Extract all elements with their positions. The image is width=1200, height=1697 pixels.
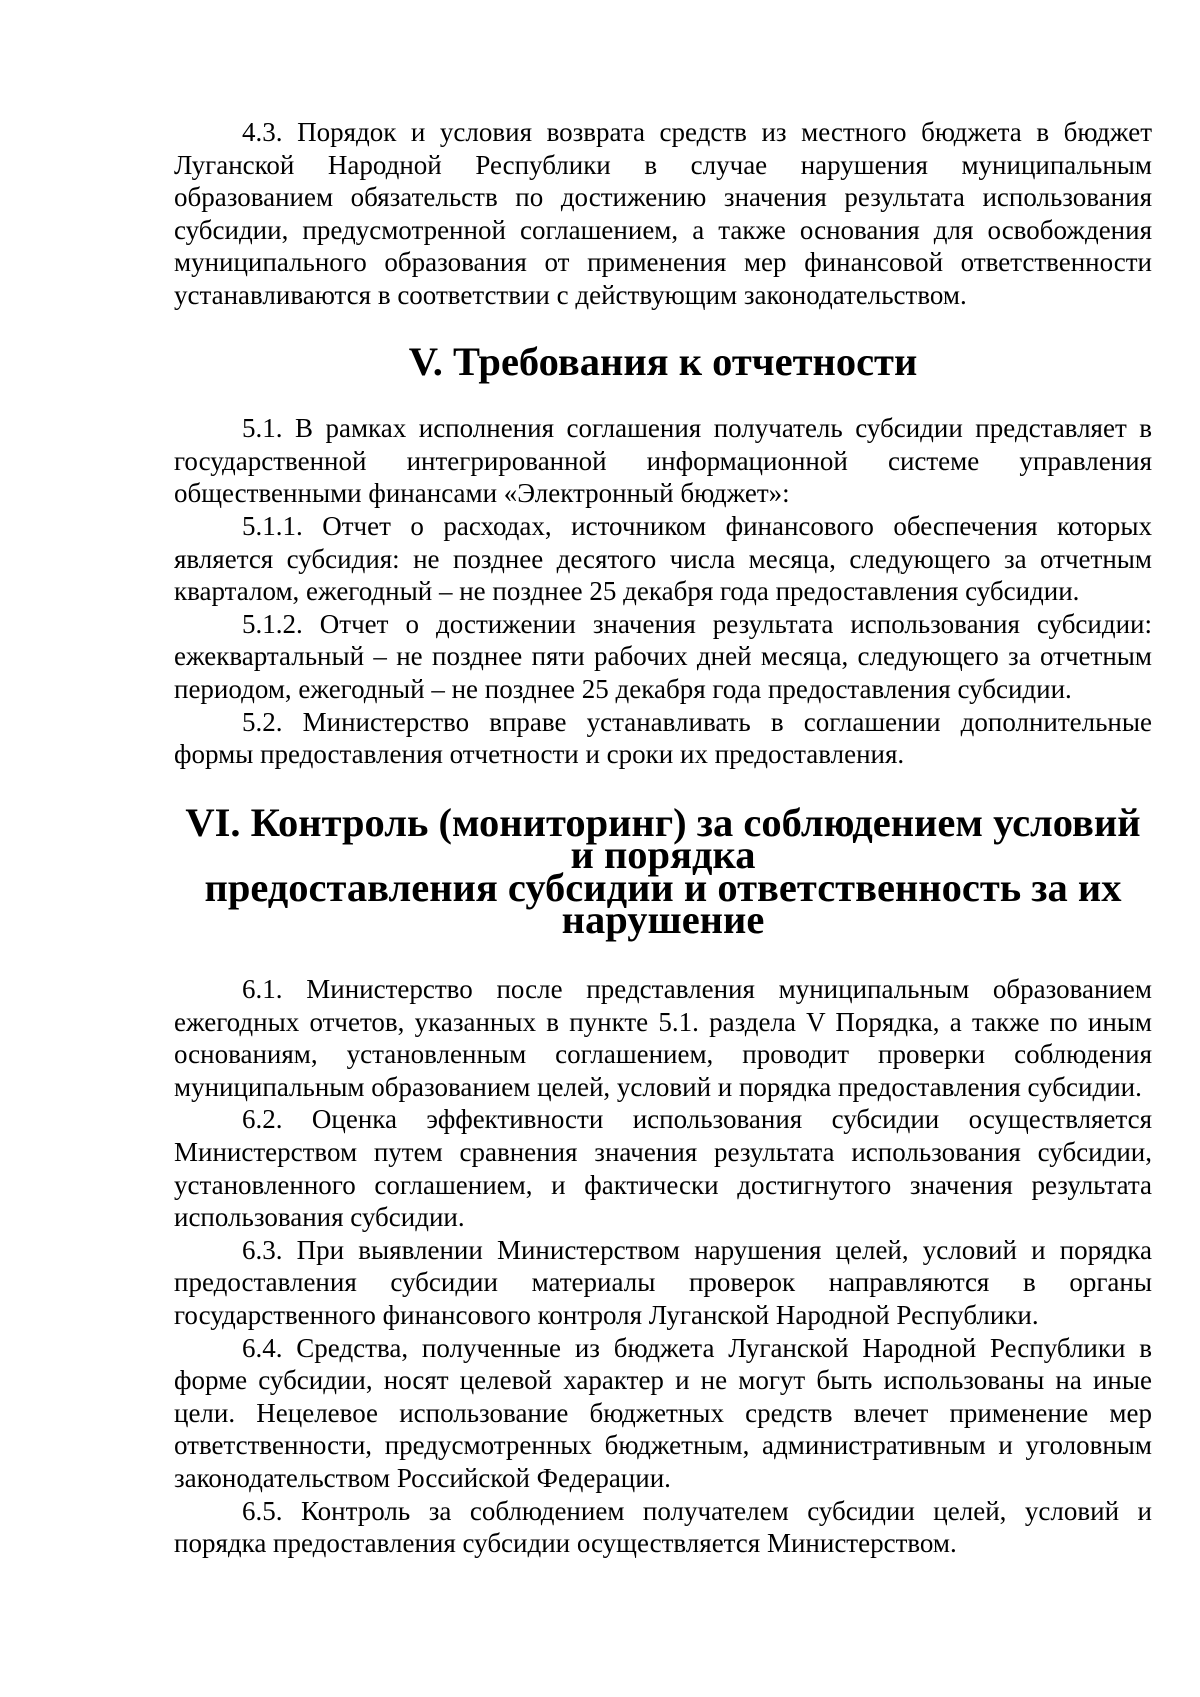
section-6-heading-line-1: VI. Контроль (мониторинг) за соблюдением условий и порядка xyxy=(185,799,1141,878)
paragraph-6-3: 6.3. При выявлении Министерством нарушения целей, условий и порядка предоставления субсидии материалы проверок направляются в органы государственного финансового контроля Луганской Народной Республики. xyxy=(174,1234,1152,1330)
section-5-heading: V. Требования к отчетности xyxy=(408,338,918,384)
paragraph-5-1-2: 5.1.2. Отчет о достижении значения результата использования субсидии: ежеквартальный – не позднее пяти рабочих дней месяца, следующего за отчетным периодом, ежегодный – не позднее 25 декабря года предоставления субсидии. xyxy=(174,608,1152,704)
section-6-heading-line-2: предоставления субсидии и ответственность за их нарушение xyxy=(204,864,1122,943)
paragraph-6-4: 6.4. Средства, полученные из бюджета Луганской Народной Республики в форме субсидии, носят целевой характер и не могут быть использованы на иные цели. Нецелевое использование бюджетных средств влечет применение мер ответственности, предусмотренных бюджетным, административным и уголовным законодательством Российской Федерации. xyxy=(174,1332,1152,1493)
paragraph-5-1-1: 5.1.1. Отчет о расходах, источником финансового обеспечения которых является субсидия: не позднее десятого числа месяца, следующего за отчетным кварталом, ежегодный – не позднее 25 декабря года предоставления субсидии. xyxy=(174,510,1152,607)
paragraph-6-1: 6.1. Министерство после представления муниципальным образованием ежегодных отчетов, указанных в пункте 5.1. раздела V Порядка, а также по иным основаниям, установленным соглашением, проводит проверки соблюдения муниципальным образованием целей, условий и порядка предоставления субсидии. xyxy=(174,974,1152,1102)
paragraph-4-3: 4.3. Порядок и условия возврата средств из местного бюджета в бюджет Луганской Народной Республики в случае нарушения муниципальным образованием обязательств по достижению значения результата использования субсидии, предусмотренной соглашением, а также основания для освобождения муниципального образования от применения мер финансовой ответственности устанавливаются в соответствии с действующим законодательством. xyxy=(174,117,1152,310)
paragraph-6-2: 6.2. Оценка эффективности использования субсидии осуществляется Министерством путем сравнения значения результата использования субсидии, установленного соглашением, и фактически достигнутого значения результата использования субсидии. xyxy=(174,1104,1152,1233)
paragraph-5-2: 5.2. Министерство вправе устанавливать в соглашении дополнительные формы предоставления отчетности и сроки их предоставления. xyxy=(174,706,1152,770)
paragraph-6-5: 6.5. Контроль за соблюдением получателем субсидии целей, условий и порядка предоставления субсидии осуществляется Министерством. xyxy=(174,1495,1152,1559)
document-page xyxy=(174,116,1152,1560)
section-6-heading xyxy=(174,799,1152,943)
paragraph-5-1: 5.1. В рамках исполнения соглашения получатель субсидии представляет в государственной интегрированной информационной системе управления общественными финансами «Электронный бюджет»: xyxy=(174,413,1152,509)
